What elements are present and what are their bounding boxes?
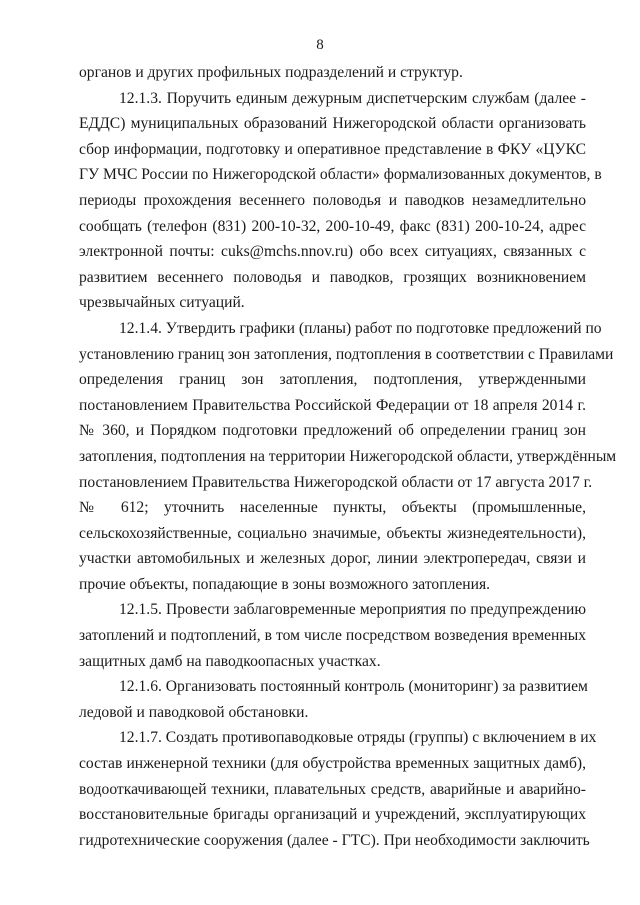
text-line: развитием весеннего половодья и паводков, грозящих возникновением bbox=[79, 268, 586, 286]
text-line: восстановительные бригады организаций и учреждений, эксплуатирующих bbox=[79, 806, 586, 824]
text-line: 12.1.3. Поручить единым дежурным диспетчерским службам (далее - bbox=[119, 89, 586, 107]
text-line: ледовой и паводковой обстановки. bbox=[79, 703, 309, 721]
text-line: постановлением Правительства Российской Федерации от 18 апреля 2014 г. bbox=[79, 396, 586, 414]
paragraph-p2 bbox=[79, 316, 617, 598]
text-line: 12.1.5. Провести заблаговременные мероприятия по предупреждению bbox=[119, 601, 586, 619]
text-line: сельскохозяйственные, социально значимые, объекты жизнедеятельности), bbox=[79, 524, 586, 542]
paragraph-p3 bbox=[79, 597, 586, 674]
document-body bbox=[79, 60, 617, 853]
text-line: установлению границ зон затопления, подтопления в соответствии с Правилами bbox=[79, 345, 614, 363]
text-line: прочие объекты, попадающие в зоны возможного затопления. bbox=[79, 575, 491, 593]
page-number: 8 bbox=[316, 37, 324, 53]
text-line: сообщать (телефон (831) 200-10-32, 200-10-49, факс (831) 200-10-24, адрес bbox=[79, 217, 586, 235]
paragraph-p5 bbox=[79, 725, 597, 853]
paragraph-p1 bbox=[79, 86, 602, 316]
text-line: постановлением Правительства Нижегородской области от 17 августа 2017 г. bbox=[79, 473, 593, 491]
paragraph-p0 bbox=[79, 60, 586, 86]
text-line: затоплений и подтоплений, в том числе посредством возведения временных bbox=[79, 627, 586, 645]
text-line: сбор информации, подготовку и оперативное представление в ФКУ «ЦУКС bbox=[79, 140, 586, 158]
text-line: затопления, подтопления на территории Нижегородской области, утверждённым bbox=[79, 447, 617, 465]
paragraph-p4 bbox=[79, 674, 586, 725]
text-line: № 360, и Порядком подготовки предложений об определении границ зон bbox=[79, 422, 586, 440]
text-line: 12.1.4. Утвердить графики (планы) работ по подготовке предложений по bbox=[119, 319, 602, 337]
text-line: ГУ МЧС России по Нижегородской области» формализованных документов, в bbox=[79, 166, 602, 184]
text-line: 12.1.6. Организовать постоянный контроль (мониторинг) за развитием bbox=[119, 678, 588, 696]
text-line: № 612; уточнить населенные пункты, объекты (промышленные, bbox=[79, 499, 586, 517]
text-line: ЕДДС) муниципальных образований Нижегородской области организовать bbox=[79, 115, 586, 133]
text-line: определения границ зон затопления, подтопления, утвержденными bbox=[79, 371, 586, 389]
text-line: чрезвычайных ситуаций. bbox=[79, 294, 245, 312]
text-line: органов и других профильных подразделений и структур. bbox=[79, 64, 463, 81]
text-line: защитных дамб на паводкоопасных участках. bbox=[79, 652, 381, 670]
text-line: электронной почты: cuks@mchs.nnov.ru) обо всех ситуациях, связанных с bbox=[79, 243, 586, 261]
text-line: периоды прохождения весеннего половодья и паводков незамедлительно bbox=[79, 191, 586, 209]
text-line: 12.1.7. Создать противопаводковые отряды (группы) с включением в их bbox=[119, 729, 597, 747]
text-line: участки автомобильных и железных дорог, линии электропередач, связи и bbox=[79, 550, 586, 568]
text-line: гидротехнические сооружения (далее - ГТС). При необходимости заключить bbox=[79, 831, 590, 849]
text-line: состав инженерной техники (для обустройства временных защитных дамб), bbox=[79, 755, 586, 773]
text-line: водооткачивающей техники, плавательных средств, аварийные и аварийно- bbox=[79, 780, 586, 798]
